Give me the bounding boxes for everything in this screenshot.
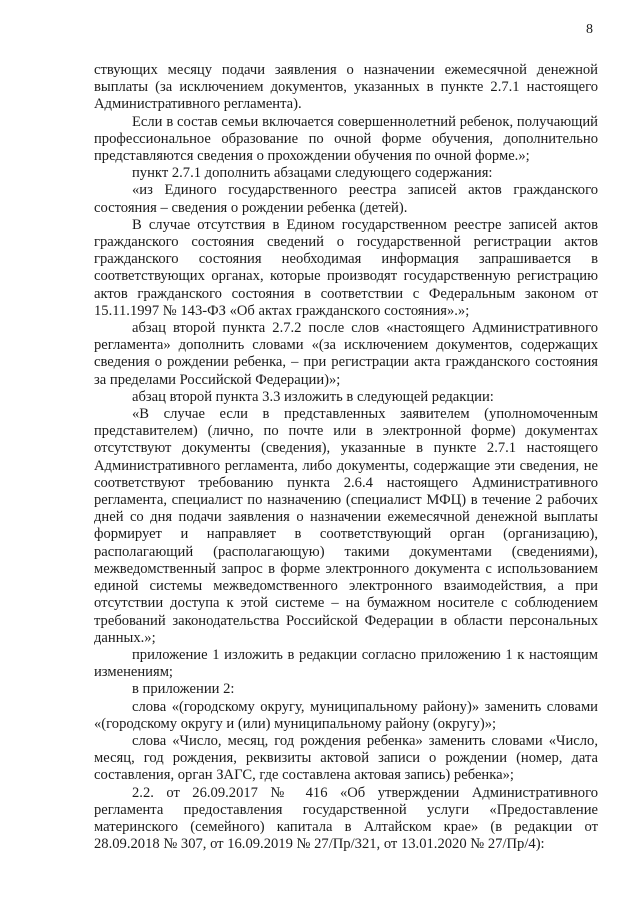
- paragraph: пункт 2.7.1 дополнить абзацами следующего содержания:: [132, 165, 493, 182]
- paragraph: слова «(городскому округу, муниципальному району)» заменить словами «(городскому округу и (или) муниципальному району (округу)»;: [94, 698, 598, 732]
- paragraph: Если в состав семьи включается совершеннолетний ребенок, получающий профессиональное образование по очной форме обучения, дополнительно представляются сведения о прохождении обучения по очной форме.»;: [94, 113, 598, 165]
- paragraph: абзац второй пункта 2.7.2 после слов «настоящего Административного регламента» дополнить словами «(за исключением документов, содержащих сведения о рождении ребенка, – при регистрации акта гражданского состояния за пределами Российской Федерации)»;: [94, 320, 598, 388]
- document-body: [94, 62, 598, 853]
- paragraph: в приложении 2:: [132, 681, 235, 698]
- paragraph: «В случае если в представленных заявителем (уполномоченным представителем) (лично, по почте или в электронной форме) документах отсутствуют документы (сведения), указанные в пункте 2.7.1 настоящего Административного регламента, либо документы, содержащие эти сведения, не соответствуют требованию пункта 2.6.4 настоящего Административного регламента, специалист по назначению (специалист МФЦ) в течение 2 рабочих дней со дня подачи заявления о назначении ежемесячной денежной выплаты формирует и направляет в соответствующий орган (организацию), располагающий (располагающую) такими документами (сведениями), межведомственный запрос в форме электронного документа с использованием единой системы межведомственного электронного взаимодействия, а при отсутствии доступа к этой системе – на бумажном носителе с соблюдением требований законодательства Российской Федерации в области персональных данных.»;: [94, 406, 598, 646]
- paragraph: приложение 1 изложить в редакции согласно приложению 1 к настоящим изменениям;: [94, 646, 598, 681]
- paragraph: В случае отсутствия в Едином государственном реестре записей актов гражданского состояния сведений о государственной регистрации актов гражданского состояния необходимая информация запрашивается в соответствующих органах, которые производят государственную регистрацию актов гражданского состояния в соответствии с Федеральным законом от 15.11.1997 № 143-ФЗ «Об актах гражданского состояния».»;: [94, 216, 598, 319]
- paragraph: 2.2. от 26.09.2017 № 416 «Об утверждении Административного регламента предоставления государственной услуги «Предоставление материнского (семейного) капитала в Алтайском крае» (в редакции от 28.09.2018 № 307, от 16.09.2019 № 27/Пр/321, от 13.01.2020 № 27/Пр/4):: [94, 784, 598, 853]
- page-number: 8: [586, 22, 593, 37]
- paragraph: абзац второй пункта 3.3 изложить в следующей редакции:: [132, 388, 494, 405]
- paragraph: слова «Число, месяц, год рождения ребенка» заменить словами «Число, месяц, год рождения, реквизиты актовой записи о рождении (номер, дата составления, орган ЗАГС, где составлена актовая запись) ребенка»;: [94, 732, 598, 784]
- paragraph: «из Единого государственного реестра записей актов гражданского состояния – сведения о рождении ребенка (детей).: [94, 182, 598, 216]
- paragraph: ствующих месяцу подачи заявления о назначении ежемесячной денежной выплаты (за исключением документов, указанных в пункте 2.7.1 настоящего Административного регламента).: [94, 62, 598, 113]
